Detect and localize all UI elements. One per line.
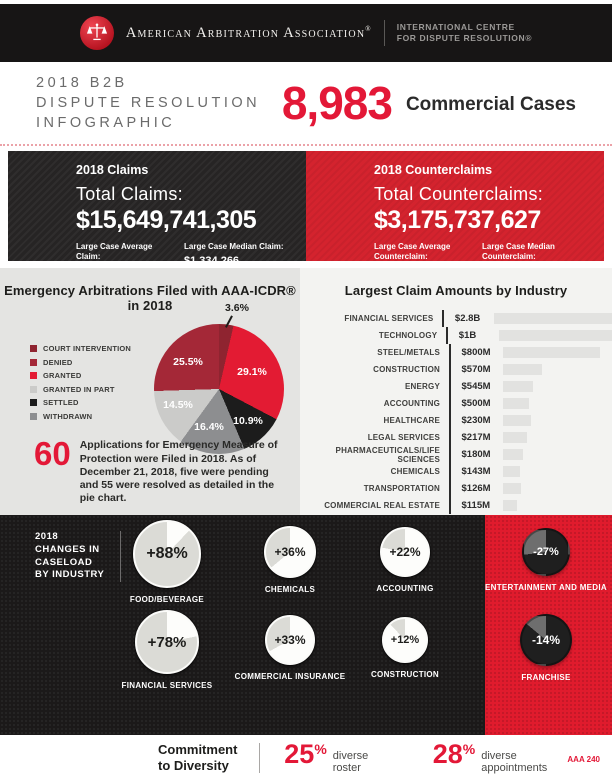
caseload-label: FRANCHISE xyxy=(521,673,571,682)
caseload-heading: 2018 CHANGES IN CASELOAD BY INDUSTRY xyxy=(35,531,121,582)
brand-name: American Arbitration Association® xyxy=(125,24,372,41)
counterclaims-box xyxy=(306,151,604,261)
bar-value-label: $570M xyxy=(461,364,491,375)
counterclaims-amount: $3,175,737,627 xyxy=(374,206,541,234)
legend-label: DENIED xyxy=(43,357,73,367)
bar-category-label: LEGAL SERVICES xyxy=(367,433,440,442)
legend-label: GRANTED IN PART xyxy=(43,384,115,394)
caseload-donut xyxy=(520,614,572,666)
footer-divider xyxy=(259,743,260,773)
bar-row xyxy=(300,480,612,497)
bar-fill xyxy=(503,381,533,392)
pie-slice-value: 10.9% xyxy=(233,415,263,427)
page-title: 2018 B2B DISPUTE RESOLUTION INFOGRAPHIC xyxy=(36,74,261,132)
caseload-donut xyxy=(265,615,315,665)
case-count-label: Commercial Cases xyxy=(405,94,576,115)
bar-category-label: COMMERCIAL REAL ESTATE xyxy=(324,501,440,510)
caseload-percent: +78% xyxy=(147,633,187,651)
legend-label: COURT INTERVENTION xyxy=(43,344,132,353)
pie-graphic xyxy=(154,324,284,454)
bar-row xyxy=(300,361,612,378)
claims-tag: 2018 Claims xyxy=(76,163,149,177)
caseload-item xyxy=(343,527,467,593)
bar-category-label: TRANSPORTATION xyxy=(363,484,440,493)
caseload-donut xyxy=(264,526,316,578)
caseload-label: ENTERTAINMENT AND MEDIA xyxy=(484,583,607,592)
claims-median: Large Case Median Claim: $1,334,266 xyxy=(184,242,284,267)
caseload-percent: +22% xyxy=(389,545,421,559)
caseload-percent: +36% xyxy=(274,545,306,559)
caseload-donut xyxy=(382,617,428,663)
claims-section xyxy=(0,146,612,268)
bar-track xyxy=(503,432,612,443)
bar-track xyxy=(503,415,612,426)
bar-category-label: FINANCIAL SERVICES xyxy=(344,314,434,323)
bar-category-label: ACCOUNTING xyxy=(383,399,440,408)
bar-fill xyxy=(503,364,542,375)
pie-slice-value: 14.5% xyxy=(163,399,193,411)
bar-fill xyxy=(503,432,527,443)
bar-track xyxy=(503,347,612,358)
caseload-percent: +33% xyxy=(274,633,306,647)
caseload-item xyxy=(484,614,608,682)
bar-category-label: STEEL/METALS xyxy=(377,348,440,357)
header-bar xyxy=(0,4,612,62)
bar-value-label: $2.8B xyxy=(454,313,481,324)
bar-row xyxy=(300,497,612,514)
bar-value-label: $500M xyxy=(461,398,491,409)
caseload-label: ACCOUNTING xyxy=(376,584,434,593)
largest-claims-panel xyxy=(300,268,612,515)
case-count: 8,983 xyxy=(281,77,392,129)
bar-row xyxy=(300,446,612,463)
caseload-item xyxy=(105,520,229,604)
bar-fill xyxy=(503,398,529,409)
diverse-appointments-stat: 28 % diverse appointments xyxy=(432,739,548,774)
diversity-title: Commitment to Diversity xyxy=(158,741,238,773)
bar-value-label: $230M xyxy=(461,415,491,426)
caseload-percent: +12% xyxy=(390,634,420,646)
claims-amount: $15,649,741,305 xyxy=(76,206,257,234)
bar-value-label: $180M xyxy=(461,449,491,460)
caseload-donut xyxy=(133,520,201,588)
aaa-logo-icon xyxy=(80,16,114,50)
caseload-donut xyxy=(380,527,430,577)
caseload-percent: +88% xyxy=(146,545,188,562)
caseload-item xyxy=(228,526,352,594)
claims-box xyxy=(8,151,306,267)
bar-category-label: PHARMACEUTICALS/LIFE SCIENCES xyxy=(335,445,440,464)
bar-track xyxy=(503,364,612,375)
emergency-arbitrations-panel xyxy=(0,268,300,515)
diverse-roster-stat: 25 % diverse roster xyxy=(284,739,369,774)
bar-row xyxy=(300,412,612,429)
note-text: Applications for Emergency Measure of Protection were Filed in 2018. As of December 21, 2018, five were pending and 55 were resolved as detailed in the pie chart. xyxy=(79,439,278,504)
bar-row xyxy=(300,344,612,361)
bar-fill xyxy=(503,415,531,426)
pie-slice-value: 25.5% xyxy=(173,356,203,368)
note-number: 60 xyxy=(34,435,71,473)
caseload-item xyxy=(343,617,467,679)
bar-category-label: CONSTRUCTION xyxy=(373,365,440,374)
bar-track xyxy=(499,330,612,341)
bar-value-label: $800M xyxy=(461,347,491,358)
bar-category-label: ENERGY xyxy=(405,382,440,391)
bar-value-label: $115M xyxy=(461,500,491,511)
bar-track xyxy=(503,483,612,494)
caseload-label: FINANCIAL SERVICES xyxy=(121,681,213,690)
caseload-item xyxy=(105,610,229,690)
footer xyxy=(0,735,612,780)
caseload-percent: -27% xyxy=(533,546,559,558)
pie-slice-value: 3.6% xyxy=(225,302,249,314)
bar-category-label: HEALTHCARE xyxy=(383,416,440,425)
subbrand-name: INTERNATIONAL CENTRE FOR DISPUTE RESOLUTION® xyxy=(396,21,533,43)
bar-track xyxy=(503,381,612,392)
scales-of-justice-icon xyxy=(86,22,108,44)
legend-label: GRANTED xyxy=(43,371,82,380)
bar-chart xyxy=(300,310,612,514)
bar-track xyxy=(503,500,612,511)
charts-section xyxy=(0,268,612,515)
title-band xyxy=(0,62,612,146)
caseload-donut xyxy=(135,610,199,674)
pie-chart-title: Emergency Arbitrations Filed with AAA-ICDR® in 2018 xyxy=(4,283,296,313)
counterclaims-average: Large Case Average Counterclaim: xyxy=(374,242,451,261)
claims-title: Total Claims: xyxy=(76,184,183,204)
bar-track xyxy=(494,313,612,324)
caseload-section xyxy=(0,515,612,735)
bar-category-label: TECHNOLOGY xyxy=(378,331,438,340)
caseload-label: FOOD/BEVERAGE xyxy=(129,595,205,604)
bar-track xyxy=(503,398,612,409)
counterclaims-title: Total Counterclaims: xyxy=(374,184,544,204)
bar-fill xyxy=(494,313,612,324)
bar-fill xyxy=(503,347,600,358)
caseload-label: COMMERCIAL INSURANCE xyxy=(234,672,346,681)
caseload-item xyxy=(228,615,352,681)
bar-value-label: $1B xyxy=(458,330,477,341)
bar-row xyxy=(300,378,612,395)
bar-track xyxy=(503,449,612,460)
bar-chart-title: Largest Claim Amounts by Industry xyxy=(344,283,568,298)
bar-fill xyxy=(499,330,612,341)
bar-category-label: CHEMICALS xyxy=(390,467,440,476)
bar-row xyxy=(300,310,612,327)
bar-row xyxy=(300,429,612,446)
counterclaims-median: Large Case Median Counterclaim: xyxy=(482,242,555,261)
bar-value-label: $126M xyxy=(461,483,491,494)
caseload-item xyxy=(484,528,608,592)
legend-label: WITHDRAWN xyxy=(43,411,93,421)
caseload-percent: -14% xyxy=(531,633,560,647)
bar-fill xyxy=(503,449,523,460)
bar-track xyxy=(503,466,612,477)
bar-row xyxy=(300,395,612,412)
bar-value-label: $143M xyxy=(461,466,491,477)
claims-average: Large Case Average Claim: xyxy=(76,242,153,261)
emergency-note xyxy=(34,435,286,505)
caseload-label: CONSTRUCTION xyxy=(370,670,440,679)
brand-registered-mark: ® xyxy=(365,24,372,33)
bar-value-label: $545M xyxy=(461,381,491,392)
bar-value-label: $217M xyxy=(461,432,491,443)
header-divider xyxy=(384,20,385,46)
bar-row xyxy=(300,327,612,344)
commercial-cases-stat xyxy=(281,77,582,129)
caseload-label: CHEMICALS xyxy=(264,585,316,594)
bar-fill xyxy=(503,483,521,494)
pie-slice-value: 16.4% xyxy=(194,421,224,433)
bar-fill xyxy=(503,466,520,477)
bar-fill xyxy=(503,500,517,511)
legend-label: SETTLED xyxy=(43,398,79,407)
pie-slice-value: 29.1% xyxy=(237,366,267,378)
counterclaims-tag: 2018 Counterclaims xyxy=(374,163,493,177)
bar-row xyxy=(300,463,612,480)
caseload-donut xyxy=(522,528,570,576)
document-code: AAA 240 xyxy=(567,755,600,764)
